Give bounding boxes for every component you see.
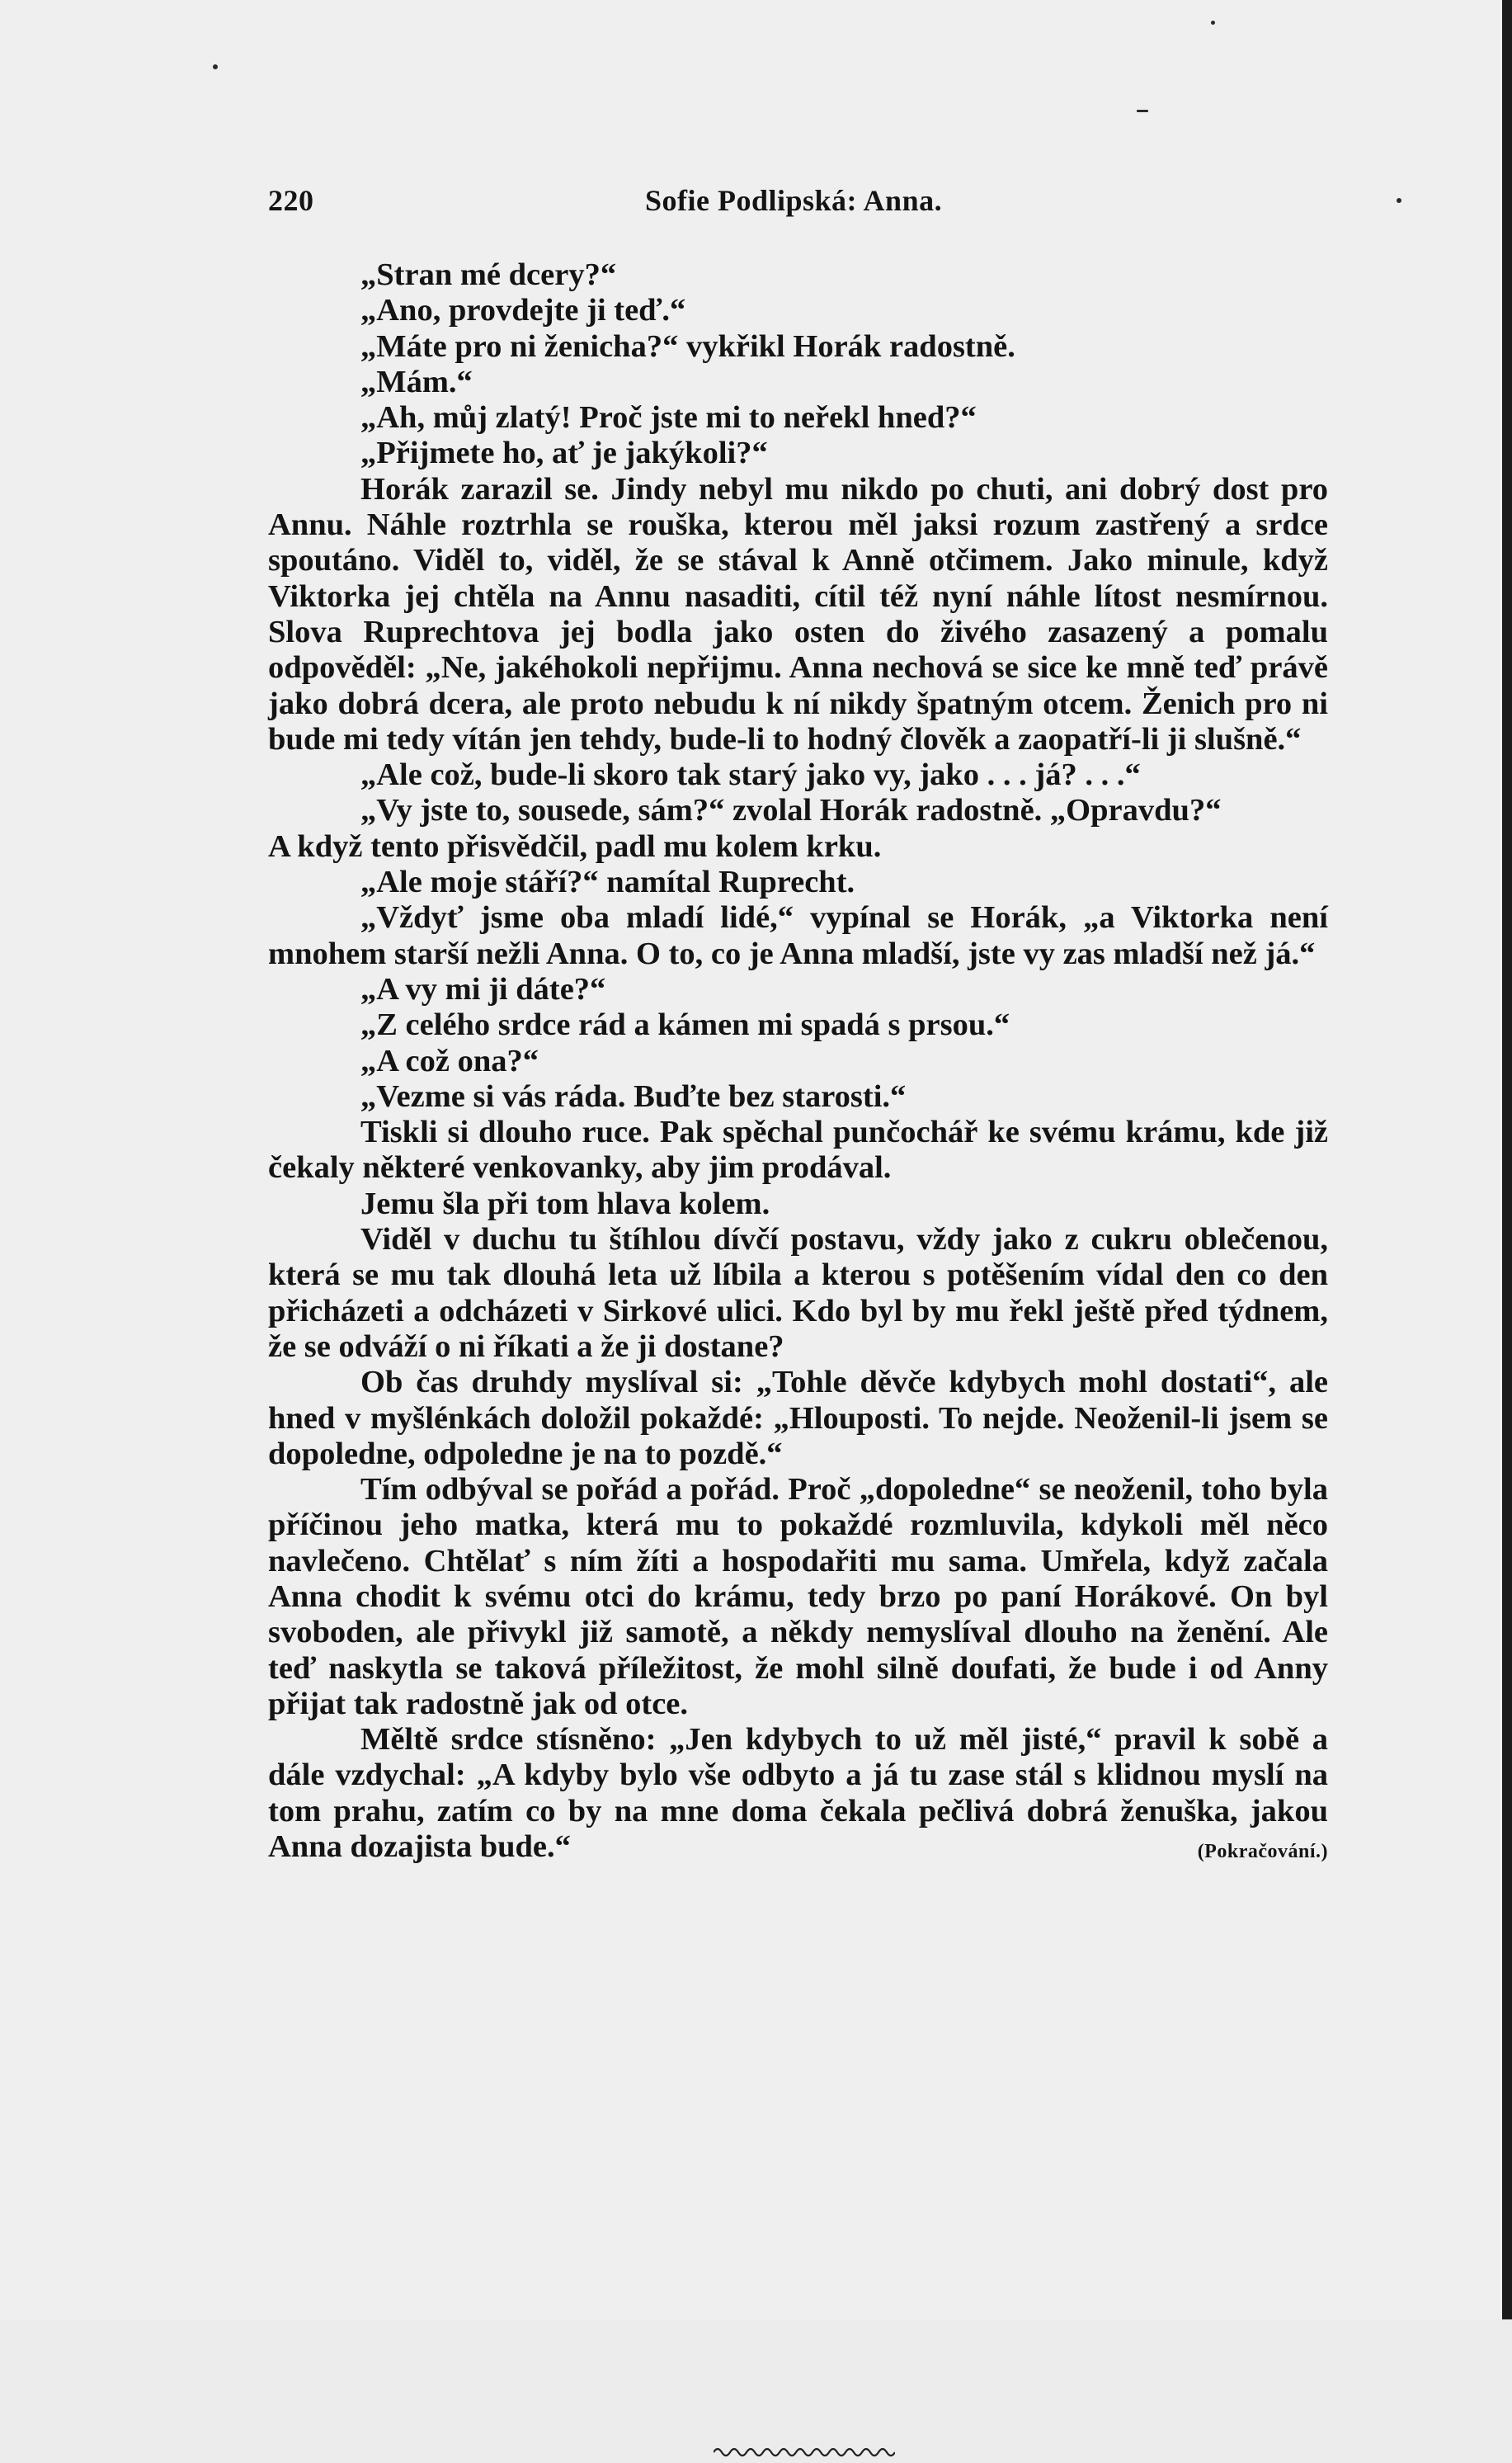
paragraph: „Máte pro ni ženicha?“ vykřikl Horák radostně. [360, 328, 1015, 364]
paragraph: „Vždyť jsme oba mladí lidé,“ vypínal se Horák, „a Viktorka není mnohem starší nežli Anna. O to, co je Anna mladší, jste vy zas mladší než já.“ [268, 900, 1328, 971]
paragraph: Tiskli si dlouho ruce. Pak spěchal punčochář ke svému krámu, kde již čekaly některé venkovanky, aby jim prodával. [268, 1115, 1328, 1186]
end-ornament [714, 2444, 895, 2463]
paragraph: „Stran mé dcery?“ [360, 257, 617, 292]
paragraph: „Ale moje stáří?“ namítal Ruprecht. [360, 865, 855, 900]
paragraph: „A vy mi ji dáte?“ [360, 971, 606, 1007]
paragraph: „Ah, můj zlatý! Proč jste mi to neřekl hned?“ [360, 400, 977, 436]
paragraph: Tím odbýval se pořád a pořád. Proč „dopoledne“ se neoženil, toho byla příčinou jeho matka, která mu to pokaždé rozmluvila, kdykoli měl něco navlečeno. Chtělať s ním žíti a hospodařiti mu sama. Umřela, když začala Anna chodit k svému otci do krámu, tedy brzo po paní Horákové. On byl svoboden, ale přivykl již samotě, a někdy nemyslíval dlouho na ženění. Ale teď naskytla se taková příležitost, že mohl silně doufati, že bude i od Anny přijat tak radostně jak od otce. [268, 1472, 1328, 1721]
body-text [268, 257, 1328, 1870]
paragraph: „Mám.“ [360, 364, 473, 399]
paragraph: Viděl v duchu tu štíhlou dívčí postavu, vždy jako z cukru oblečenou, která se mu tak dlouhá leta už líbila a kterou s potěšením vídal den co den přicházeti a odcházeti v Sirkové ulici. Kdo byl by mu řekl ještě před týdnem, že se odváží o ni říkati a že ji dostane? [268, 1222, 1328, 1364]
paragraph: „Vezme si vás ráda. Buďte bez starosti.“ [360, 1078, 907, 1114]
scan-speck [1397, 198, 1401, 203]
scan-speck [1137, 110, 1148, 112]
paragraph: „Ale což, bude-li skoro tak starý jako vy, jako . . . já? . . .“ [360, 757, 1141, 793]
paragraph: Jemu šla při tom hlava kolem. [360, 1186, 770, 1221]
paragraph: „Ano, provdejte ji teď.“ [360, 293, 686, 328]
scan-speck [1211, 21, 1215, 25]
page-number: 220 [268, 184, 314, 217]
paragraph: „Vy jste to, sousede, sám?“ zvolal Horák radostně. „Opravdu?“ [360, 793, 1222, 828]
paragraph: „Z celého srdce rád a kámen mi spadá s prsou.“ [360, 1007, 1010, 1043]
scan-edge [1502, 0, 1512, 2319]
scan-speck [213, 64, 218, 69]
paragraph-final-text: Měltě srdce stísněno: „Jen kdybych to už měl jisté,“ pravil k sobě a dále vzdychal: „A kdyby bylo vše odbyto a já tu zase stál s klidnou myslí na tom prahu, zatím co by na mne doma čekala pečlivá dobrá ženuška, jakou Anna dozajista bude.“ [268, 1722, 1328, 1865]
running-header [268, 183, 1340, 224]
paragraph: Horák zarazil se. Jindy nebyl mu nikdo po chuti, ani dobrý dost pro Annu. Náhle roztrhla se rouška, kterou měl jaksi rozum zastřený a srdce spoutáno. Viděl to, viděl, že se stával k Anně otčimem. Jako minule, když Viktorka jej chtěla na Annu nasaditi, cítil též nyní náhle lítost nesmírnou. Slova Ruprechtova jej bodla jako osten do živého zasazený a pomalu odpověděl: „Ne, jakéhokoli nepřijmu. Anna nechová se sice ke mně teď právě jako dobrá dcera, ale proto nebudu k ní nikdy špatným otcem. Ženich pro ni bude mi tedy vítán jen tehdy, bude-li to hodný člověk a zaopatří-li ji slušně.“ [268, 471, 1328, 757]
paragraph: „Přijmete ho, ať je jakýkoli?“ [360, 436, 768, 471]
paragraph: „A což ona?“ [360, 1043, 539, 1078]
paragraph: Ob čas druhdy myslíval si: „Tohle děvče kdybych mohl dostati“, ale hned v myšlénkách doložil pokaždé: „Hlouposti. To nejde. Neoženil-li jsem se dopoledne, odpoledne je na to pozdě.“ [268, 1365, 1328, 1471]
continued-note: (Pokračování.) [1197, 1841, 1328, 1863]
wavy-line-ornament [714, 2444, 895, 2459]
running-title: Sofie Podlipská: Anna. [645, 184, 943, 217]
paragraph: A když tento přisvědčil, padl mu kolem krku. [268, 828, 882, 864]
paragraph-final [268, 1722, 1328, 1865]
